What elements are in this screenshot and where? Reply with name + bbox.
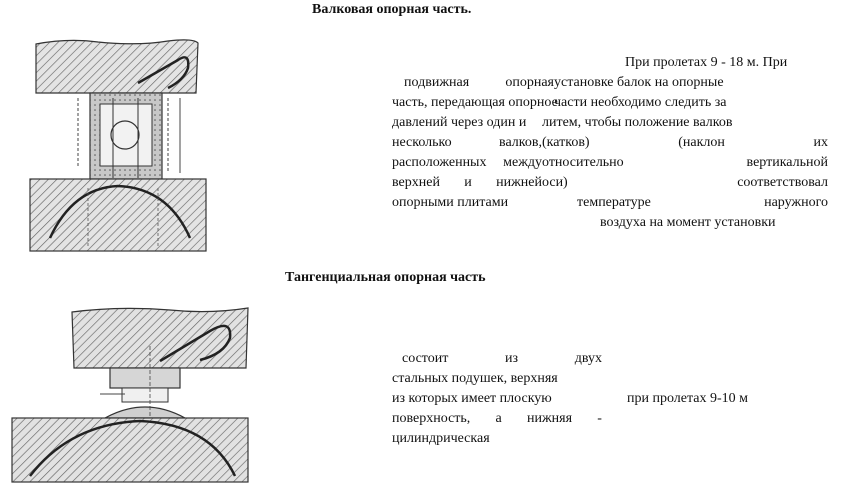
s1-right-line8: температуре наружного bbox=[577, 195, 828, 210]
s1-left-row5: расположенных между bbox=[392, 155, 542, 170]
s2-desc-row4: поверхность, а нижняя - bbox=[392, 411, 602, 426]
s2-desc-row1: состоит из двух bbox=[402, 351, 602, 366]
section1-title: Валковая опорная часть. bbox=[312, 2, 472, 17]
s2-desc-row3: из которых имеет плоскую bbox=[392, 391, 552, 406]
s1-left-row6: верхней и нижней bbox=[392, 175, 542, 190]
s1-right-line5: (катков) (наклон их bbox=[542, 135, 828, 150]
s1-right-line9: воздуха на момент установки bbox=[600, 215, 776, 230]
s2-span-note: при пролетах 9-10 м bbox=[627, 391, 749, 406]
s2-desc-row5: цилиндрическая bbox=[392, 431, 490, 446]
s1-left-row2: часть, передающая опорное bbox=[392, 95, 558, 110]
s1-right-line2: установке балок на опорные bbox=[554, 75, 724, 90]
s1-left-row7: опорными плитами bbox=[392, 195, 509, 210]
s1-left-row3: давлений через один и bbox=[392, 115, 527, 130]
s2-desc-row2: стальных подушек, верхняя bbox=[392, 371, 558, 386]
s1-right-line6: относительно вертикальной bbox=[542, 155, 828, 170]
s1-right-line3: части необходимо следить за bbox=[554, 95, 727, 110]
s1-right-line1: При пролетах 9 - 18 м. При bbox=[625, 55, 788, 70]
section2-title: Тангенциальная опорная часть bbox=[285, 270, 486, 285]
s1-left-row1: подвижная опорная bbox=[404, 75, 554, 90]
tangential-bearing-drawing bbox=[10, 306, 250, 484]
s1-right-line7: оси) соответствовал bbox=[542, 175, 828, 190]
s1-left-row4: несколько валков, bbox=[392, 135, 542, 150]
roller-bearing-drawing bbox=[28, 38, 208, 253]
s1-right-line4: литем, чтобы положение валков bbox=[542, 115, 733, 130]
